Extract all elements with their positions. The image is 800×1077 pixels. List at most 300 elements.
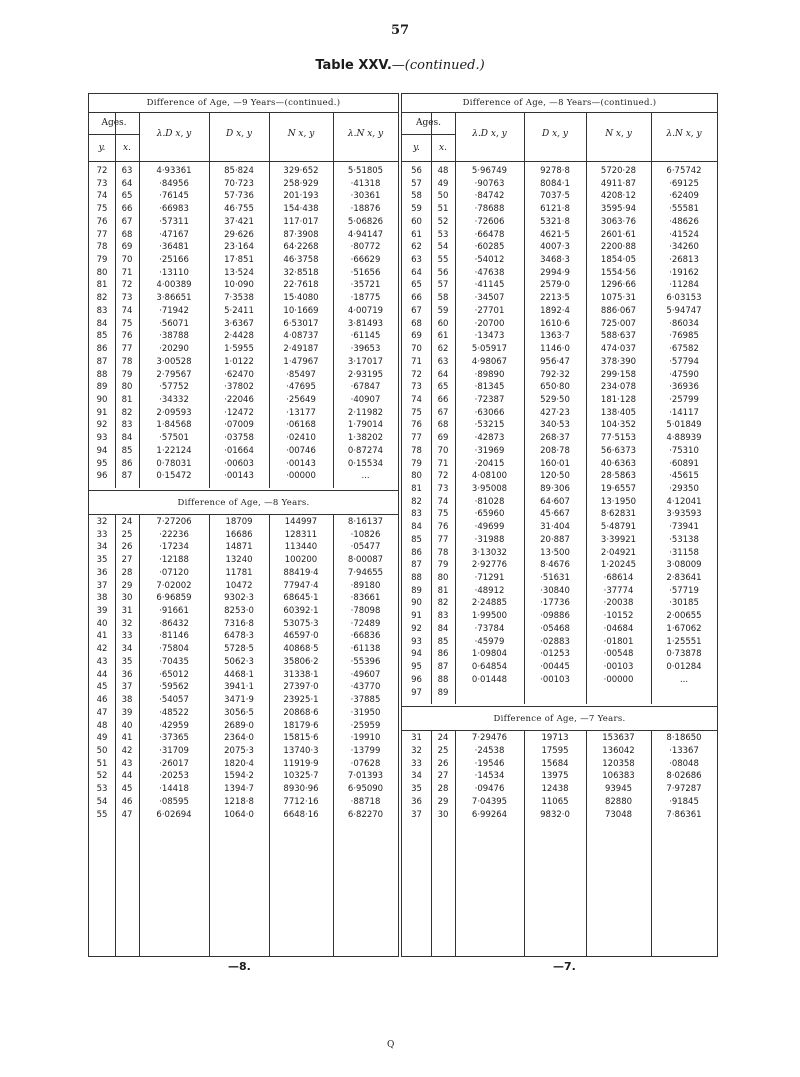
table-cell: 92 xyxy=(411,623,422,634)
table-cell: 234·078 xyxy=(600,382,637,393)
table-cell: ·00746 xyxy=(286,445,316,456)
table-cell: 87·3908 xyxy=(283,229,319,240)
table-cell: 33 xyxy=(96,529,108,540)
table-cell: 82 xyxy=(121,407,133,418)
table-cell: ·47590 xyxy=(669,369,699,380)
table-cell: ·53138 xyxy=(669,534,699,545)
table-cell: 73 xyxy=(96,178,108,189)
table-cell: 1·47967 xyxy=(283,356,319,367)
table-cell: ·37802 xyxy=(224,382,254,393)
table-cell: ·66983 xyxy=(159,204,189,215)
table-cell: 2·93195 xyxy=(347,369,384,380)
table-cell: 86 xyxy=(437,649,449,660)
right-title-rule xyxy=(402,112,717,113)
table-cell: ·63066 xyxy=(474,407,505,418)
table-cell: 83 xyxy=(96,305,108,316)
table-cell: 28 xyxy=(121,567,133,578)
table-cell: 80 xyxy=(121,382,133,393)
table-cell: 8·00087 xyxy=(347,555,384,566)
table-cell: 57 xyxy=(411,178,422,189)
table-cell: 75 xyxy=(411,407,422,418)
table-cell: 3471·9 xyxy=(224,695,254,706)
table-cell: 38 xyxy=(121,695,133,706)
table-cell: ·67847 xyxy=(350,382,381,393)
table-cell: 73 xyxy=(121,293,133,304)
table-cell: 725·007 xyxy=(600,318,637,329)
table-cell: 93945 xyxy=(604,784,633,795)
table-cell: 1·0122 xyxy=(224,356,254,367)
table-cell: 65 xyxy=(437,382,449,393)
table-cell: 7037·5 xyxy=(540,191,570,202)
table-cell: 588·637 xyxy=(600,331,637,342)
table-cell: 33 xyxy=(121,631,133,642)
table-cell: 13·1950 xyxy=(600,496,637,507)
table-cell: ·26813 xyxy=(669,255,699,266)
table-cell: 208·78 xyxy=(540,445,570,456)
table-cell: 67 xyxy=(121,216,133,227)
table-cell: 85 xyxy=(96,331,108,342)
left-col-rule xyxy=(209,112,210,488)
table-cell: 77 xyxy=(121,344,133,355)
table-cell: ·01253 xyxy=(540,649,570,660)
table-cell: 26 xyxy=(121,542,133,553)
table-cell: 78 xyxy=(96,242,108,253)
table-cell: ·25649 xyxy=(286,394,316,405)
table-cell: 7712·16 xyxy=(283,796,319,807)
table-cell: 1610·6 xyxy=(540,318,570,329)
table-cell: ·30840 xyxy=(540,585,570,596)
table-cell: ·62409 xyxy=(669,191,699,202)
table-cell: 58 xyxy=(411,191,422,202)
table-cell: 17595 xyxy=(541,745,569,756)
table-cell: 6·03153 xyxy=(666,293,702,304)
table-cell: 4·08737 xyxy=(283,331,319,342)
table-cell: 95 xyxy=(411,662,422,673)
table-cell: 128311 xyxy=(284,529,318,540)
table-cell: 1075·31 xyxy=(600,293,637,304)
table-cell: ·24538 xyxy=(474,745,505,756)
table-cell: 15815·6 xyxy=(283,733,319,744)
table-cell: ·34507 xyxy=(474,293,505,304)
table-cell: ·70435 xyxy=(159,656,189,667)
table-cell: 29 xyxy=(121,580,133,591)
table-cell: ·53215 xyxy=(474,420,505,431)
table-cell: ·72606 xyxy=(474,216,505,227)
table-cell: 69 xyxy=(411,331,422,342)
table-cell: 268·37 xyxy=(540,433,570,444)
table-cell: 59 xyxy=(411,204,422,215)
right-col-rule xyxy=(651,730,652,956)
table-cell: 60 xyxy=(437,318,449,329)
table-cell: ·13367 xyxy=(669,745,699,756)
left-col-rule xyxy=(115,112,116,488)
table-cell: 7·29476 xyxy=(471,733,508,744)
table-cell: ·19546 xyxy=(474,758,505,769)
table-cell: ·66629 xyxy=(350,255,381,266)
table-cell: ·02410 xyxy=(286,433,316,444)
table-cell: 34 xyxy=(411,771,422,782)
table-cell: 31 xyxy=(411,733,422,744)
table-cell: 117·017 xyxy=(283,216,319,227)
table-cell: 40·6363 xyxy=(600,458,637,469)
table-cell: 46 xyxy=(121,796,133,807)
table-cell: 1146·0 xyxy=(540,344,570,355)
table-cell: 46597·0 xyxy=(283,631,319,642)
table-cell: 82 xyxy=(437,598,449,609)
right-footer: —7. xyxy=(553,960,576,973)
table-cell: 30 xyxy=(437,809,449,820)
table-cell: 10325·7 xyxy=(283,771,319,782)
table-cell: 106383 xyxy=(602,771,635,782)
table-cell: 1·20245 xyxy=(600,560,637,571)
table-cell: 66 xyxy=(437,394,449,405)
table-cell: 45 xyxy=(121,784,133,795)
right-col-rule xyxy=(524,730,525,956)
table-cell: ·47638 xyxy=(474,267,505,278)
table-cell: 53 xyxy=(437,229,449,240)
right-lambda-d-header: λ.D x, y xyxy=(472,129,507,139)
table-cell: 258·929 xyxy=(283,178,319,189)
table-cell: 75 xyxy=(121,318,133,329)
table-cell: 61 xyxy=(411,229,422,240)
table-cell: 3595·94 xyxy=(600,204,637,215)
table-cell: 72 xyxy=(411,369,422,380)
table-cell: ·03758 xyxy=(224,433,254,444)
table-cell: ·41318 xyxy=(350,178,381,189)
table-cell: 79 xyxy=(437,560,449,571)
right-x-header: x. xyxy=(439,143,447,153)
table-cell: ·31158 xyxy=(669,547,699,558)
table-cell: 80 xyxy=(437,573,449,584)
left-ages-header: Ages. xyxy=(101,118,127,128)
table-cell: 43 xyxy=(121,758,133,769)
table-cell: ·07009 xyxy=(224,420,254,431)
table-cell: 59 xyxy=(437,305,449,316)
table-cell: ·00103 xyxy=(540,674,570,685)
table-cell: 0·78031 xyxy=(156,458,192,469)
table-cell: 97 xyxy=(411,687,422,698)
table-cell: 1594·2 xyxy=(224,771,254,782)
table-cell: 4·00719 xyxy=(347,305,384,316)
table-cell: 77947·4 xyxy=(283,580,319,591)
table-cell: 60 xyxy=(411,216,422,227)
table-cell: 50 xyxy=(437,191,449,202)
table-cell: ·47695 xyxy=(286,382,316,393)
table-cell: ·61138 xyxy=(350,644,381,655)
table-cell: 56 xyxy=(437,267,449,278)
table-cell: 113440 xyxy=(284,542,318,553)
table-cell: ·73941 xyxy=(669,522,699,533)
table-cell: 1·25551 xyxy=(666,636,702,647)
table-cell: 4·98067 xyxy=(471,356,508,367)
table-cell: 65 xyxy=(411,280,422,291)
table-cell: 32·8518 xyxy=(283,267,319,278)
table-cell: 31338·1 xyxy=(283,669,319,680)
table-cell: 81 xyxy=(437,585,449,596)
table-cell: ·55581 xyxy=(669,204,699,215)
signature-mark: Q xyxy=(387,1040,395,1050)
table-cell: 5·96749 xyxy=(471,166,508,176)
table-cell: ·86034 xyxy=(669,318,699,329)
table-cell: 77 xyxy=(96,229,108,240)
left-section2-rule xyxy=(89,514,398,515)
table-cell: ·49607 xyxy=(350,669,381,680)
table-cell: ·00445 xyxy=(540,662,570,673)
table-cell: 6·53017 xyxy=(283,318,319,329)
table-cell: ·10826 xyxy=(350,529,381,540)
right-col-rule xyxy=(651,112,652,704)
table-cell: ·31950 xyxy=(350,707,381,718)
table-cell: 11919·9 xyxy=(283,758,319,769)
table-cell: 1554·56 xyxy=(600,267,637,278)
table-cell: 54 xyxy=(437,242,449,253)
table-cell: ... xyxy=(679,674,689,685)
table-cell: 83 xyxy=(437,611,449,622)
table-cell: 90 xyxy=(96,394,108,405)
table-cell: 81 xyxy=(411,484,422,494)
table-cell: ·51631 xyxy=(540,573,570,584)
table-cell: 44 xyxy=(96,669,108,680)
table-cell: ·40907 xyxy=(350,394,381,405)
table-cell: 32 xyxy=(411,745,422,756)
table-cell: 50 xyxy=(96,745,108,756)
table-cell: 3·95008 xyxy=(471,484,508,494)
table-cell: 2075·3 xyxy=(224,745,254,756)
table-cell: 94 xyxy=(411,649,422,660)
table-cell: ·84742 xyxy=(474,191,505,202)
table-cell: 73 xyxy=(437,484,449,494)
table-cell: 5·01849 xyxy=(666,420,702,431)
table-cell: 956·47 xyxy=(540,356,570,367)
table-cell: 29 xyxy=(437,796,449,807)
table-cell: 81 xyxy=(96,280,108,291)
table-cell: ·08595 xyxy=(159,796,189,807)
table-cell: ·11284 xyxy=(669,280,699,291)
table-cell: 0·01284 xyxy=(666,662,702,673)
table-cell: 1·09804 xyxy=(471,649,508,660)
table-cell: 8·62831 xyxy=(600,509,637,520)
table-cell: ·57752 xyxy=(159,382,189,393)
table-cell: 85 xyxy=(437,636,449,647)
table-cell: 64 xyxy=(437,369,449,380)
table-cell: 28·5863 xyxy=(600,471,637,482)
table-cell: 36 xyxy=(411,796,422,807)
table-cell: ·67582 xyxy=(669,344,699,355)
table-cell: 34 xyxy=(121,644,133,655)
table-cell: ·69125 xyxy=(669,178,699,189)
table-cell: ·01664 xyxy=(224,445,254,456)
left-header-rule xyxy=(89,161,398,162)
table-cell: ·05468 xyxy=(540,623,570,634)
left-col-rule xyxy=(139,514,140,956)
table-cell: 427·23 xyxy=(540,407,570,418)
table-cell: 6121·8 xyxy=(540,204,570,215)
table-cell: 0·15472 xyxy=(156,471,192,482)
table-cell: ·10152 xyxy=(603,611,634,622)
table-cell: ·27701 xyxy=(474,305,505,316)
right-y-header: y. xyxy=(413,143,420,153)
table-name: Table XXV. xyxy=(315,58,392,73)
table-cell: ·78098 xyxy=(350,606,381,617)
table-cell: ·09476 xyxy=(474,784,505,795)
table-cell: 86 xyxy=(121,458,133,469)
table-cell: 96 xyxy=(411,674,422,685)
table-cell: 0·01448 xyxy=(471,674,508,685)
table-cell: 32 xyxy=(121,618,133,629)
table-cell: 85·824 xyxy=(224,166,254,176)
table-cell: 73048 xyxy=(604,809,633,820)
table-cell: 37 xyxy=(96,580,108,591)
table-cell: 4·94147 xyxy=(347,229,384,240)
table-cell: 24 xyxy=(437,733,449,744)
table-cell: 10·1669 xyxy=(283,305,319,316)
table-cell: ·14534 xyxy=(474,771,505,782)
table-cell: ·25166 xyxy=(159,255,189,266)
table-cell: 2·79567 xyxy=(156,369,192,380)
table-cell: ·39653 xyxy=(350,344,381,355)
table-cell: ·81345 xyxy=(474,382,505,393)
left-col-rule xyxy=(269,112,270,488)
table-cell: 9278·8 xyxy=(540,166,570,176)
table-cell: 160·01 xyxy=(540,458,570,469)
table-cell: ·17234 xyxy=(159,542,189,553)
table-cell: 3·08009 xyxy=(666,560,702,571)
table-cell: 79 xyxy=(96,255,108,266)
table-cell: ·34260 xyxy=(669,242,699,253)
table-cell: ·51656 xyxy=(350,267,381,278)
table-cell: ·13110 xyxy=(159,267,189,278)
table-cell: ·41145 xyxy=(474,280,505,291)
table-cell: 45·667 xyxy=(540,509,570,520)
table-cell: ·37885 xyxy=(350,695,381,706)
table-cell: 1218·8 xyxy=(224,796,254,807)
table-cell: ·13799 xyxy=(350,745,381,756)
right-col-rule xyxy=(455,112,456,704)
table-cell: 3·86651 xyxy=(156,293,192,304)
table-cell: 14871 xyxy=(225,542,253,553)
table-cell: 650·80 xyxy=(540,382,570,393)
left-footer: —8. xyxy=(228,960,251,973)
table-cell: 13240 xyxy=(225,555,253,566)
table-cell: ·65960 xyxy=(474,509,505,520)
table-cell: ·18876 xyxy=(350,204,381,215)
table-cell: 37 xyxy=(411,809,422,820)
table-cell: ·81146 xyxy=(159,631,189,642)
table-cell: ·13177 xyxy=(286,407,316,418)
table-cell: 4·00389 xyxy=(156,280,192,291)
table-cell: 3063·76 xyxy=(600,216,637,227)
table-cell: 378·390 xyxy=(600,356,637,367)
table-cell: 48 xyxy=(96,720,108,731)
right-col-rule xyxy=(524,112,525,704)
table-cell: ·36481 xyxy=(159,242,189,253)
table-cell: 84 xyxy=(411,522,422,533)
table-cell: 66 xyxy=(411,293,422,304)
table-cell: ·71291 xyxy=(474,573,505,584)
table-cell: 86 xyxy=(96,344,108,355)
table-cell: ·83661 xyxy=(350,593,381,604)
table-cell: 82880 xyxy=(604,796,633,807)
table-cell: 3·93593 xyxy=(666,509,702,520)
table-cell: 78 xyxy=(437,547,449,558)
table-cell: ·91845 xyxy=(669,796,699,807)
table-cell: 88 xyxy=(437,674,449,685)
table-cell: 87 xyxy=(411,560,422,571)
table-cell: ·57501 xyxy=(159,433,189,444)
table-cell: ·20700 xyxy=(474,318,505,329)
table-cell: ·19910 xyxy=(350,733,381,744)
table-cell: ·13473 xyxy=(474,331,505,342)
table-cell: 80 xyxy=(411,471,422,482)
table-cell: 32 xyxy=(96,517,108,527)
table-cell: 10472 xyxy=(225,580,253,591)
table-cell: 27 xyxy=(121,555,133,566)
table-cell: 77·5153 xyxy=(600,433,637,444)
table-cell: 25 xyxy=(437,745,449,756)
table-cell: 19713 xyxy=(541,733,569,744)
table-cell: 7·3538 xyxy=(224,293,254,304)
table-cell: 75 xyxy=(437,509,449,520)
table-cell: 2·09593 xyxy=(156,407,192,418)
table-cell: 37·421 xyxy=(224,216,254,227)
page-title xyxy=(0,58,800,73)
table-cell: 81 xyxy=(121,394,133,405)
table-cell: ·76985 xyxy=(669,331,699,342)
table-cell: ·09886 xyxy=(540,611,570,622)
right-section2-rule xyxy=(402,730,717,731)
table-cell: 5·2411 xyxy=(224,305,254,316)
table-cell: 58 xyxy=(437,293,449,304)
table-cell: 52 xyxy=(437,216,449,227)
table-cell: 61 xyxy=(437,331,449,342)
table-cell: 2·24885 xyxy=(471,598,508,609)
table-cell: 6·99264 xyxy=(471,809,508,820)
table-cell: 340·53 xyxy=(540,420,570,431)
table-cell: 86 xyxy=(411,547,422,558)
table-cell: 64·2268 xyxy=(283,242,319,253)
table-cell: 54 xyxy=(96,796,108,807)
table-cell: 8930·96 xyxy=(283,784,319,795)
right-n-header: N x, y xyxy=(605,129,632,139)
table-cell: ·37365 xyxy=(159,733,189,744)
table-cell: 299·158 xyxy=(600,369,637,380)
table-cell: ·31969 xyxy=(474,445,505,456)
table-cell: 79 xyxy=(411,458,422,469)
table-cell: 68 xyxy=(121,229,133,240)
table-cell: 1·79014 xyxy=(347,420,384,431)
table-cell: 2·49187 xyxy=(283,344,319,355)
table-cell: ·73784 xyxy=(474,623,505,634)
table-cell: 76 xyxy=(411,420,422,431)
table-cell: 136042 xyxy=(602,745,635,756)
table-cell: 4911·87 xyxy=(600,178,637,189)
table-cell: 74 xyxy=(437,496,449,507)
table-cell: 73 xyxy=(411,382,422,393)
table-cell: 3056·5 xyxy=(224,707,254,718)
table-cell: 6·96859 xyxy=(156,593,192,604)
left-lambda-n-header: λ.N x, y xyxy=(347,129,384,139)
table-cell: ·00000 xyxy=(603,674,634,685)
table-cell: ·85497 xyxy=(286,369,316,380)
table-cell: 69 xyxy=(437,433,449,444)
table-cell: 94 xyxy=(96,445,108,456)
table-cell: 55 xyxy=(437,255,449,266)
table-cell: ·91661 xyxy=(159,606,189,617)
right-col-rule xyxy=(431,730,432,956)
table-cell: ·90763 xyxy=(474,178,505,189)
title-separator: — xyxy=(391,58,405,73)
table-cell: 12438 xyxy=(541,784,569,795)
